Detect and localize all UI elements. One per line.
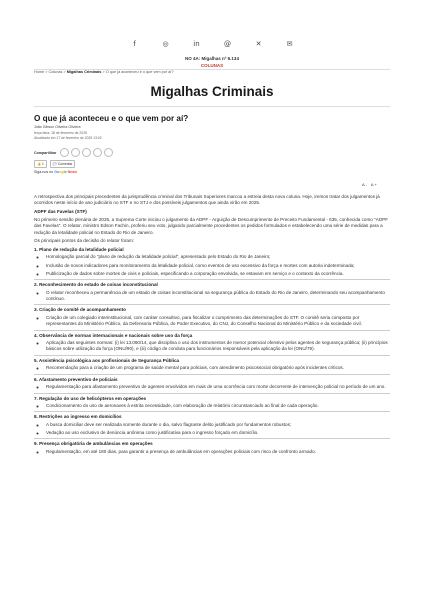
divider [34,279,390,280]
decision-point-title: 4. Observância de normas internacionais e nacionais sobre uso da força [34,332,193,338]
bullet-list [34,365,390,371]
divider [34,438,390,439]
article-body [34,194,390,457]
breadcrumb-separator: > [45,70,48,74]
divider [34,304,390,305]
bullet-item: ◦ Homologação parcial do "plano de redução da letalidade policial", apresentado pelo Estado do Rio de Janeiro; [46,254,390,260]
decision-point-title: 9. Presença obrigatória de ambulâncias em operações [34,441,153,447]
paragraph: Os principais pontos da decisão do relator foram: [34,238,135,244]
article-title: O que já aconteceu e o que vem por aí? [34,114,189,123]
divider [34,393,390,394]
breadcrumb-colunas[interactable]: Colunas [48,70,63,74]
bullet-item: ◦ Criação de um colegiado interinstitucional, com caráter consultivo, para fiscalizar o cumprimento das determinações do STF. O comitê seria composto por representantes do Ministério Público, da Defensoria Pública, do Poder Executivo, do CNJ, do Conselho Nacional do Ministério Público e da sociedade civil. [46,315,390,328]
share-linkedin-button[interactable] [93,148,102,157]
bullet-list [34,384,390,390]
share-facebook-button[interactable] [71,148,80,157]
comment-button[interactable] [50,160,76,168]
bullet-list [34,422,390,437]
email-icon[interactable]: ✉ [286,40,293,48]
comment-label: Comentar [57,162,73,166]
divider [34,374,390,375]
share-label: Compartilhar [34,150,57,155]
bullet-item: ◦ Regulamentação para afastamento preventivo de agentes envolvidos em mais de uma ocorrência com morte decorrente de intervenção policial no período de um ano. [46,384,390,390]
decision-point [34,377,390,394]
bullet-item: ◦ Aplicação das seguintes normas: (i) lei 13.060/14, que disciplina o uso dos instrumentos de menor potencial ofensivo pelos agentes de segurança pública; (ii) princípios básicos sobre utilização da força (ONU/90), e (iii) código de conduta para funcionários responsáveis pela aplicação da lei (ONU/79). [46,340,390,353]
breadcrumb [34,70,173,74]
google-logo: Google News [54,170,77,174]
decision-point-title: 1. Plano de redução da letalidade policial [34,247,124,252]
bullet-list [34,403,390,409]
decision-point-title: 2. Reconhecimento do estado de coisas inconstitucional [34,282,158,288]
decision-point-title: 6. Afastamento preventivo de policiais [34,376,118,382]
font-decrease-button[interactable]: A - [362,182,367,187]
section-heading: ADPF das Favelas (STF) [34,209,87,214]
bullet-list [34,254,390,277]
bullet-item: ◦ Recomendação para a criação de um programa de saúde mental para policiais, com atendimento psicossocial obrigatório após incidentes críticos. [46,365,390,371]
share-bar [34,148,113,157]
bullet-list [34,449,390,455]
social-icons-row [0,40,424,49]
share-x-button[interactable] [82,148,91,157]
decision-point-title: 7. Regulação do uso de helicópteros em operações [34,395,147,401]
breadcrumb-home[interactable]: Home [34,70,45,74]
action-buttons [34,160,75,168]
gnews-prefix: Siga-nos no [34,170,54,174]
decision-point-title: 3. Criação de comitê de acompanhamento [34,307,126,313]
decision-point [34,247,390,280]
bullet-item: ◦ Condicionamento do uso de aeronaves à estrita necessidade, com elaboração de relatório circunstanciado ao final de cada operação. [46,403,390,409]
google-news-link[interactable] [34,170,77,174]
bullet-item: ◦ Publicização de dados sobre mortes de civis e policiais, especificando a corporação envolvida, se estavam em serviço e o contexto da ocorrência. [46,271,390,277]
decision-point [34,414,390,439]
bullet-item: ◦ Regulamentação, em até 180 dias, para garantir a presença de ambulâncias em operações policiais com risco de confronto armado. [46,449,390,455]
bullet-list [34,290,390,303]
article-date: terça-feira, 18 de fevereiro de 2025 [34,131,87,135]
article-author[interactable]: João Gibson Oliveira Oliveira [34,125,81,129]
decision-point [34,441,390,455]
decision-points-list [34,247,390,455]
decision-point [34,358,390,375]
instagram-icon[interactable]: ◎ [162,40,169,48]
divider [34,106,390,107]
intro-paragraph: A retrospectiva dos principais precedentes da jurisprudência criminal dos Tribunais Superiores marcou a estreia desta nova coluna. Hoje, iremos tratar dos julgamentos já ocorridos neste início de ano judiciário no STF e no STJ e dos possíveis julgamentos que ainda virão em 2025. [34,194,380,206]
edition-label: NO 4A: Migalhas nº 6.134 [185,56,239,61]
thumbs-up-icon: 👍 [37,162,42,166]
bullet-item: ◦ Vedação ao uso exclusivo de denúncia anônima como justificativa para o ingresso forçado em domicílio. [46,430,390,436]
bullet-list [34,315,390,328]
linkedin-icon[interactable]: in [193,40,200,48]
bullet-item: ◦ A busca domiciliar deve ser realizada somente durante o dia, salvo flagrante delito justificado por fundamentos robustos; [46,422,390,428]
breadcrumb-separator: > [63,70,66,74]
section-link-colunas[interactable]: COLUNAS [200,63,224,68]
share-email-button[interactable] [104,148,113,157]
divider [34,330,390,331]
comment-icon: 💬 [52,162,57,166]
breadcrumb-separator: > [102,70,105,74]
bullet-item: ◦ O relator reconheceu a permanência de um estado de coisas inconstitucional na segurança pública do Estado do Rio de Janeiro, determinando seu acompanhamento contínuo. [46,290,390,303]
like-count: 1 [42,162,44,166]
decision-point [34,333,390,356]
divider [34,411,390,412]
decision-point-title: 5. Assistência psicológica aos profissionais de Segurança Pública [34,357,180,363]
breadcrumb-current: O que já aconteceu e o que vem por aí? [105,70,174,74]
decision-point [34,307,390,330]
bullet-list [34,340,390,353]
decision-point [34,396,390,413]
like-button[interactable] [34,160,47,168]
breadcrumb-column[interactable]: Migalhas Criminais [66,70,102,74]
font-increase-button[interactable]: A + [370,182,377,187]
share-whatsapp-button[interactable] [60,148,69,157]
x-icon[interactable]: ✕ [255,40,262,48]
threads-icon[interactable]: @ [224,40,231,48]
facebook-icon[interactable]: f [133,40,136,48]
bullet-item: ◦ Inclusão de novos indicadores para monitoramento da letalidade policial, como eventos de uso excessivo da força e mortes com autoria indeterminada; [46,263,390,269]
decision-point [34,282,390,305]
paragraph: No primeiro sessão plenária de 2025, a Suprema Corte iniciou o julgamento da ADPF - Arguição de Descumprimento de Preceito Fundamental - 635, conhecida como "ADPF das Favelas". O relator, ministro Edson Fachin, proferiu seu voto, julgando parcialmente procedentes os pedidos formulados e estabelecendo uma série de medidas para a redução da letalidade policial no Estado do Rio de Janeiro. [34,217,389,235]
column-title: Migalhas Criminais [150,84,274,99]
divider [34,355,390,356]
article-updated: Atualizado em 17 de fevereiro de 2025 13:02 [34,136,102,140]
font-size-controls [362,182,377,187]
decision-point-title: 8. Restrições ao ingresso em domicílios [34,414,122,420]
